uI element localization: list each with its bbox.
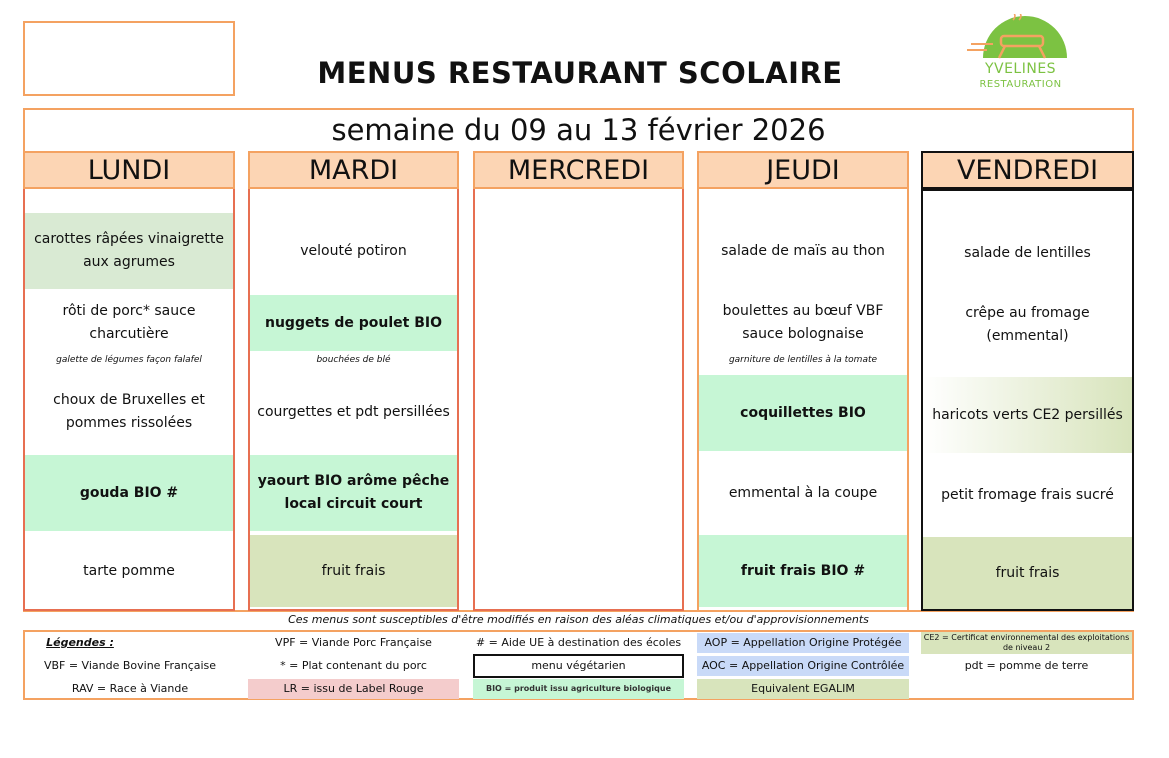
cloche-icon [963,14,1078,64]
legend-ce2: CE2 = Certificat environnemental des exploitations de niveau 2 [921,632,1132,654]
legend-egalim: Equivalent EGALIM [697,679,909,699]
legend-porc: * = Plat contenant du porc [280,659,427,672]
legend-aoc: AOC = Appellation Origine Contrôlée [697,656,909,676]
logo-text-line2: RESTAURATION [979,79,1062,90]
legend-pdt: pdt = pomme de terre [964,659,1089,672]
column-jeudi [697,189,909,611]
legend-rav: RAV = Race à Viande [71,682,189,695]
day-header-lundi: LUNDI [23,151,235,189]
column-mardi [248,189,459,611]
side-dish: courgettes et pdt persillées [257,403,450,420]
dessert: fruit frais BIO # [699,535,907,607]
starter: salade de lentilles [964,244,1091,261]
day-header-mardi: MARDI [248,151,459,189]
day-header-vendredi: VENDREDI [921,151,1134,189]
column-lundi [23,189,235,611]
dairy: gouda BIO # [25,455,233,531]
yvelines-restauration-logo [963,14,1078,94]
legend-vpf: VPF = Viande Porc Française [275,636,432,649]
dairy: emmental à la coupe [728,484,878,501]
starter: velouté potiron [300,242,407,259]
dairy: yaourt BIO arôme pêche local circuit court [250,455,457,531]
day-header-jeudi: JEUDI [697,151,909,189]
main-dish: nuggets de poulet BIO [250,295,457,351]
legend-menu-vegetarien: menu végétarien [473,654,684,678]
vegetarian-alternative: galette de légumes façon falafel [56,355,202,365]
page-title: MENUS RESTAURANT SCOLAIRE [317,56,843,90]
vegetarian-alternative: garniture de lentilles à la tomate [728,355,878,365]
side-dish: choux de Bruxelles et pommes rissolées [53,392,205,431]
vegetarian-alternative: bouchées de blé [316,355,391,365]
dairy: petit fromage frais sucré [941,486,1114,503]
week-label: semaine du 09 au 13 février 2026 [331,113,826,147]
side-dish: haricots verts CE2 persillés [923,377,1132,453]
starter: salade de maïs au thon [721,242,885,259]
side-dish: coquillettes BIO [699,375,907,451]
empty-logo-box [23,21,235,96]
legend-vbf: VBF = Viande Bovine Française [43,659,217,672]
legend-aop: AOP = Appellation Origine Protégée [697,633,909,653]
legend-bio: BIO = produit issu agriculture biologique [473,679,684,699]
day-header-mercredi: MERCREDI [473,151,684,189]
legend-aide-ue: # = Aide UE à destination des écoles [475,636,682,649]
dessert: fruit frais [923,537,1132,609]
column-vendredi [921,189,1134,611]
dessert: fruit frais [250,535,457,607]
legend-label-rouge: LR = issu de Label Rouge [248,679,459,699]
logo-text-line1: YVELINES [984,61,1057,77]
dessert: tarte pomme [83,562,175,579]
main-dish: rôti de porc* sauce charcutière [62,303,196,342]
starter: carottes râpées vinaigrette aux agrumes [25,213,233,289]
main-dish: boulettes au bœuf VBF sauce bolognaise [722,303,884,342]
legend-title: Légendes : [46,636,114,649]
column-mercredi [473,189,684,611]
disclaimer: Ces menus sont susceptibles d'être modifiés en raison des aléas climatiques et/ou d'approvisionnements [288,613,869,626]
main-dish: crêpe au fromage (emmental) [965,305,1090,344]
